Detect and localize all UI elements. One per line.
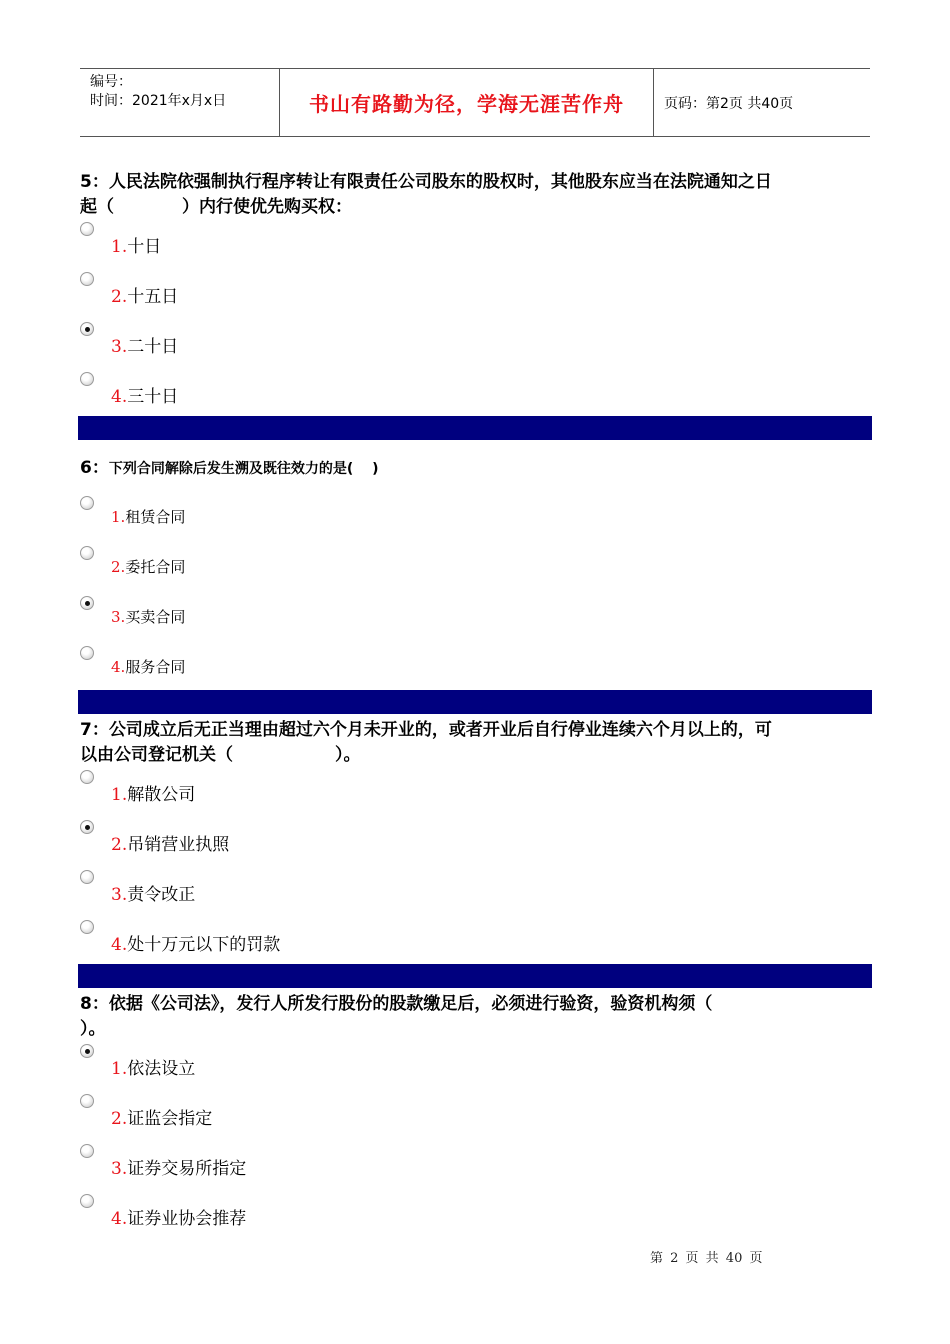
header-motto: 书山有路勤为径，学海无涯苦作舟 xyxy=(309,92,624,116)
option-2[interactable] xyxy=(80,820,480,864)
option-2[interactable] xyxy=(80,272,480,316)
question-stem xyxy=(80,170,870,220)
option-3[interactable] xyxy=(80,1144,480,1188)
radio-button[interactable] xyxy=(80,272,94,286)
option-label: 1.解散公司 xyxy=(111,785,196,805)
radio-button[interactable] xyxy=(80,222,94,236)
question-stem-line1: 公司成立后无正当理由超过六个月未开业的，或者开业后自行停业连续六个月以上的，可 xyxy=(108,720,772,740)
radio-button[interactable] xyxy=(80,496,94,510)
question-number: 5： xyxy=(80,172,109,192)
question-stem-line1: 下列合同解除后发生溯及既往效力的是( ) xyxy=(108,461,379,477)
radio-button-checked[interactable] xyxy=(80,596,94,610)
radio-button[interactable] xyxy=(80,1094,94,1108)
option-label: 1.十日 xyxy=(111,237,162,257)
option-1[interactable] xyxy=(80,770,480,814)
radio-button-checked[interactable] xyxy=(80,820,94,834)
radio-button[interactable] xyxy=(80,1194,94,1208)
code-label: 编号： xyxy=(90,74,132,90)
question-stem xyxy=(80,718,870,768)
question-7 xyxy=(80,718,870,955)
option-4[interactable] xyxy=(80,1194,480,1238)
radio-button[interactable] xyxy=(80,372,94,386)
question-stem xyxy=(80,456,870,482)
option-2[interactable] xyxy=(80,546,480,590)
option-2[interactable] xyxy=(80,1094,480,1138)
question-6 xyxy=(80,456,870,676)
option-label: 2.吊销营业执照 xyxy=(111,835,230,855)
question-number: 8： xyxy=(80,994,109,1014)
option-3[interactable] xyxy=(80,596,480,640)
question-stem-line2: 以由公司登记机关（ ）。 xyxy=(80,745,361,765)
question-number: 7： xyxy=(80,720,109,740)
option-label: 3.二十日 xyxy=(111,337,179,357)
radio-button[interactable] xyxy=(80,870,94,884)
radio-button-checked[interactable] xyxy=(80,322,94,336)
option-label: 3.证券交易所指定 xyxy=(111,1159,247,1179)
option-label: 2.委托合同 xyxy=(111,558,186,576)
header-motto-cell xyxy=(280,69,654,136)
option-1[interactable] xyxy=(80,496,480,540)
section-divider-bar xyxy=(78,416,872,440)
question-number: 6： xyxy=(80,458,109,478)
option-4[interactable] xyxy=(80,920,480,964)
option-4[interactable] xyxy=(80,372,480,416)
header-meta xyxy=(80,69,280,136)
question-stem xyxy=(80,992,870,1042)
option-label: 2.证监会指定 xyxy=(111,1109,213,1129)
question-8 xyxy=(80,992,870,1229)
radio-button[interactable] xyxy=(80,770,94,784)
option-label: 3.责令改正 xyxy=(111,885,196,905)
radio-button-checked[interactable] xyxy=(80,1044,94,1058)
option-label: 4.三十日 xyxy=(111,387,179,407)
question-stem-line2: 起（ ）内行使优先购买权： xyxy=(80,197,352,217)
radio-button[interactable] xyxy=(80,546,94,560)
option-label: 1.租赁合同 xyxy=(111,508,186,526)
option-label: 3.买卖合同 xyxy=(111,608,186,626)
radio-button[interactable] xyxy=(80,646,94,660)
page-header xyxy=(80,68,870,137)
section-divider-bar xyxy=(78,690,872,714)
option-label: 4.服务合同 xyxy=(111,658,186,676)
section-divider-bar xyxy=(78,964,872,988)
time-label: 时间：2021年x月x日 xyxy=(90,93,227,109)
option-label: 4.处十万元以下的罚款 xyxy=(111,935,281,955)
header-page-info: 页码：第2页 共40页 xyxy=(664,95,794,112)
question-5 xyxy=(80,170,870,407)
question-stem-line1: 依据《公司法》，发行人所发行股份的股款缴足后，必须进行验资，验资机构须（ xyxy=(108,994,713,1014)
radio-button[interactable] xyxy=(80,920,94,934)
page-footer: 第 2 页 共 40 页 xyxy=(650,1251,763,1266)
option-label: 1.依法设立 xyxy=(111,1059,196,1079)
question-stem-line1: 人民法院依强制执行程序转让有限责任公司股东的股权时，其他股东应当在法院通知之日 xyxy=(108,172,772,192)
option-1[interactable] xyxy=(80,222,480,266)
header-page-info-cell xyxy=(654,69,870,136)
option-4[interactable] xyxy=(80,646,480,690)
option-3[interactable] xyxy=(80,322,480,366)
option-3[interactable] xyxy=(80,870,480,914)
option-1[interactable] xyxy=(80,1044,480,1088)
option-label: 2.十五日 xyxy=(111,287,179,307)
question-stem-line2: ）。 xyxy=(80,1019,106,1039)
option-label: 4.证券业协会推荐 xyxy=(111,1209,247,1229)
radio-button[interactable] xyxy=(80,1144,94,1158)
